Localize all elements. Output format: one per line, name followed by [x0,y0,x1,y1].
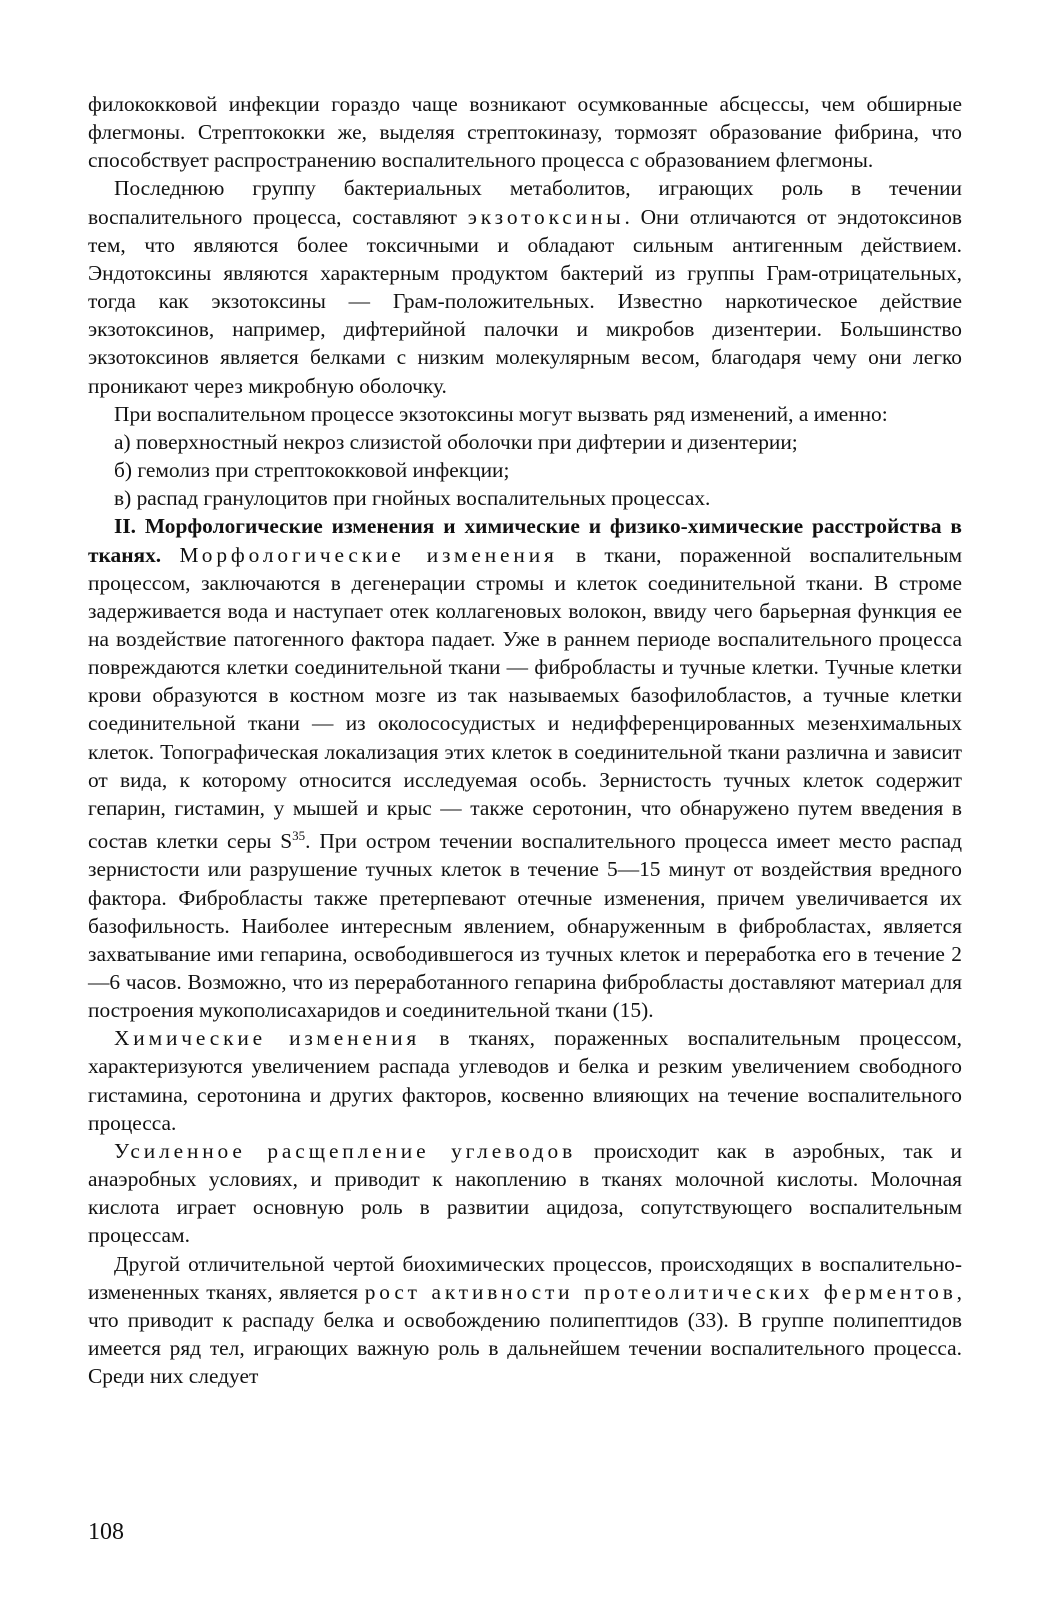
paragraph-text: , что приводит к распаду белка и освобождению полипептидов (33). В группе полипептидов имеется ряд тел, играющих важную роль в дальнейшем течении воспалительного процесса. Среди них следует [88,1279,962,1389]
sulfur-symbol: S [280,829,293,854]
paragraph-text: филококковой инфекции гораздо чаще возникают осумкованные абсцессы, чем обширные флегмоны. Стрептококки же, выделяя стрептокиназу, тормозят образование фибрина, что способствует распространению воспалительного процесса с образованием флегмоны. [88,92,962,173]
spaced-term: Морфологические изменения [179,542,558,567]
spaced-term: Усиленное расщепление углеводов [114,1138,577,1163]
paragraph-continuation [88,90,962,174]
paragraph-changes-intro [88,400,962,428]
paragraph-proteolysis [88,1250,962,1391]
paragraph-text: Другой отличительной чертой биохимических процессов, происходящих в воспалительно-измененных тканях, является [88,1251,962,1304]
spaced-term: Химические изменения [114,1026,421,1051]
paragraph-text: происходит как в аэробных, так и анаэробных условиях, и приводит к накоплению в тканях молочной кислоты. Молочная кислота играет основную роль в развитии ацидоза, сопутствующего воспалительным процессам. [88,1138,962,1248]
isotope-superscript: 35 [292,828,306,844]
page-number: 108 [88,1519,124,1545]
paragraph-text: При воспалительном процессе экзотоксины могут вызвать ряд изменений, а именно: [114,401,888,426]
paragraph-text: . Они отличаются от эндотоксинов тем, что являются более токсичными и обладают сильным антигенным действием. Эндотоксины являются характерным продуктом бактерий из группы Грам-отрицательных, тогда как экзотоксины — Грам-положительных. Известно наркотическое действие экзотоксинов, например, дифтерийной палочки и микробов дизентерии. Большинство экзотоксинов является белками с низким молекулярным весом, благодаря чему они легко проникают через микробную оболочку. [88,204,962,398]
paragraph-chemical [88,1024,962,1137]
body-text [88,90,962,1390]
spaced-term: рост активности протеолитических ферментов [364,1279,957,1304]
paragraph-text: Последнюю группу бактериальных метаболитов, играющих роль в течении воспалительного процесса, составляют [88,176,962,229]
paragraph-text: в тканях, пораженных воспалительным процессом, характеризуются увеличением распада углеводов и белка и резким увеличением свободного гистамина, серотонина и других факторов, косвенно влияющих на течение воспалительного процесса. [88,1026,963,1135]
list-item: а) поверхностный некроз слизистой оболочки при дифтерии и дизентерии; [114,429,798,454]
list-item: б) гемолиз при стрептококковой инфекции; [114,458,510,483]
list-item: в) распад гранулоцитов при гнойных воспалительных процессах. [114,486,711,511]
paragraph-text: в ткани, пораженной воспалительным процессом, заключаются в дегенерации стромы и клеток соединительной ткани. В строме задерживается вода и наступает отек коллагеновых волокон, ввиду чего барьерная функция ее на воздействие патогенного фактора падает. Уже в раннем периоде воспалительного процесса повреждаются клетки соединительной ткани — фибробласты и тучные клетки. Тучные клетки крови образуются в костном мозге из так называемых базофилобластов, а тучные клетки соединительной ткани — из околососудистых и недифференцированных мезенхимальных клеток. Топографическая локализация этих клеток в соединительной ткани различна и зависит от вида, к которому относится исследуемая особь. Зернистость тучных клеток содержит гепарин, гистамин, у мышей и крыс — также серотонин, что обнаружено путем введения в состав клетки серы [88,542,963,854]
paragraph-text: . При остром течении воспалительного процесса имеет место распад зернистости или разрушение тучных клеток в течение 5—15 минут от воздействия вредного фактора. Фибробласты также претерпевают отечные изменения, причем увеличивается их базофильность. Наиболее интересным явлением, обнаруженным в фибробластах, является захватывание ими гепарина, освободившегося из тучных клеток и переработка его в течение 2—6 часов. Возможно, что из переработанного гепарина фибробласты доставляют материал для построения мукополисахаридов и соединительной ткани (15). [88,829,962,1023]
spaced-term: экзотоксины [467,204,625,229]
paragraph-carbohydrates [88,1137,962,1250]
paragraph-exotoxins [88,174,962,399]
section-heading: II. Морфологические изменения и химические и физико-химические расстройства в тканях. [88,514,962,567]
paragraph-morphology [88,512,962,1024]
